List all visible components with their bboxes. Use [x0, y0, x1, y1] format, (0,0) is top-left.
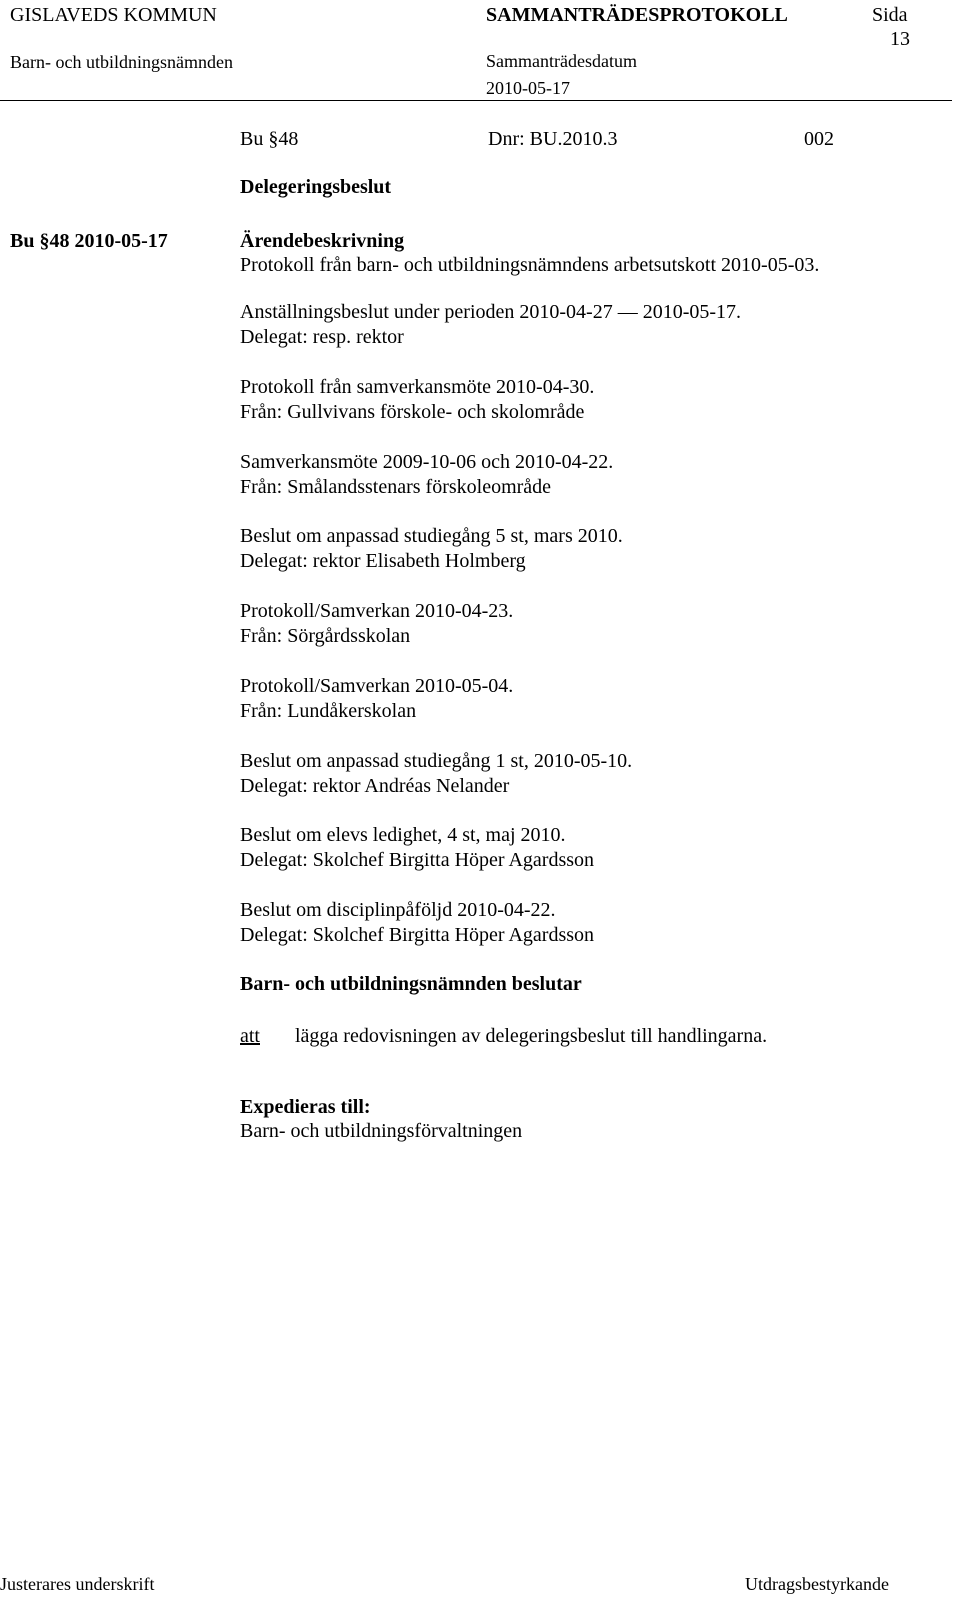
- entry-3: [240, 375, 940, 425]
- entry-line: Delegat: rektor Elisabeth Holmberg: [240, 550, 526, 572]
- extract-certification-label: Utdragsbestyrkande: [745, 1574, 889, 1594]
- entry-line: Från: Smålandsstenars förskoleområde: [240, 476, 552, 498]
- entry-line: Delegat: Skolchef Birgitta Höper Agardsson: [240, 924, 595, 946]
- adjuster-signature-label: Justerares underskrift: [0, 1574, 155, 1594]
- entry-line: Beslut om disciplinpåföljd 2010-04-22.: [240, 899, 556, 921]
- entry-line: Från: Sörgårdsskolan: [240, 625, 411, 647]
- entry-5: [240, 524, 940, 574]
- diary-number: Dnr: BU.2010.3: [488, 128, 618, 150]
- entry-9: [240, 823, 940, 873]
- side-reference: Bu §48 2010-05-17: [10, 230, 168, 252]
- entry-4: [240, 450, 940, 500]
- entry-line: Beslut om anpassad studiegång 1 st, 2010-05-10.: [240, 750, 633, 772]
- entry-line: Delegat: rektor Andréas Nelander: [240, 775, 510, 797]
- entry-line: Beslut om elevs ledighet, 4 st, maj 2010.: [240, 824, 566, 846]
- meeting-date: 2010-05-17: [486, 78, 570, 98]
- entry-line: Protokoll från barn- och utbildningsnämndens arbetsutskott 2010-05-03.: [240, 254, 820, 276]
- municipality-name: GISLAVEDS KOMMUN: [10, 4, 217, 26]
- entry-line: Protokoll/Samverkan 2010-05-04.: [240, 675, 514, 697]
- archive-code: 002: [804, 128, 834, 150]
- distribution-recipient: Barn- och utbildningsförvaltningen: [240, 1120, 523, 1142]
- committee-name: Barn- och utbildningsnämnden: [10, 52, 233, 72]
- paragraph-ref: Bu §48: [240, 128, 299, 150]
- page-label: Sida: [872, 4, 908, 26]
- entry-7: [240, 674, 940, 724]
- entry-line: Anställningsbeslut under perioden 2010-04-27 — 2010-05-17.: [240, 301, 742, 323]
- entry-line: Delegat: resp. rektor: [240, 326, 404, 348]
- entry-line: Från: Lundåkerskolan: [240, 700, 417, 722]
- entry-line: Från: Gullvivans förskole- och skolområde: [240, 401, 585, 423]
- entry-8: [240, 749, 940, 799]
- att-keyword: att: [240, 1025, 260, 1047]
- document-title: SAMMANTRÄDESPROTOKOLL: [486, 4, 788, 26]
- entry-2: [240, 300, 940, 350]
- entry-1: [240, 253, 940, 278]
- decision-heading: Barn- och utbildningsnämnden beslutar: [240, 973, 582, 995]
- entry-line: Samverkansmöte 2009-10-06 och 2010-04-22.: [240, 451, 614, 473]
- entry-line: Beslut om anpassad studiegång 5 st, mars 2010.: [240, 525, 623, 547]
- entry-6: [240, 599, 940, 649]
- meeting-date-label: Sammanträdesdatum: [486, 51, 637, 71]
- page-number: 13: [890, 28, 910, 50]
- section-heading: Ärendebeskrivning: [240, 230, 405, 252]
- entry-line: Protokoll/Samverkan 2010-04-23.: [240, 600, 514, 622]
- entry-10: [240, 898, 940, 948]
- decision-text: lägga redovisningen av delegeringsbeslut till handlingarna.: [295, 1025, 768, 1047]
- case-title: Delegeringsbeslut: [240, 176, 392, 198]
- entry-line: Protokoll från samverkansmöte 2010-04-30.: [240, 376, 595, 398]
- header-divider: [0, 100, 952, 101]
- entry-line: Delegat: Skolchef Birgitta Höper Agardsson: [240, 849, 595, 871]
- distribution-heading: Expedieras till:: [240, 1096, 371, 1118]
